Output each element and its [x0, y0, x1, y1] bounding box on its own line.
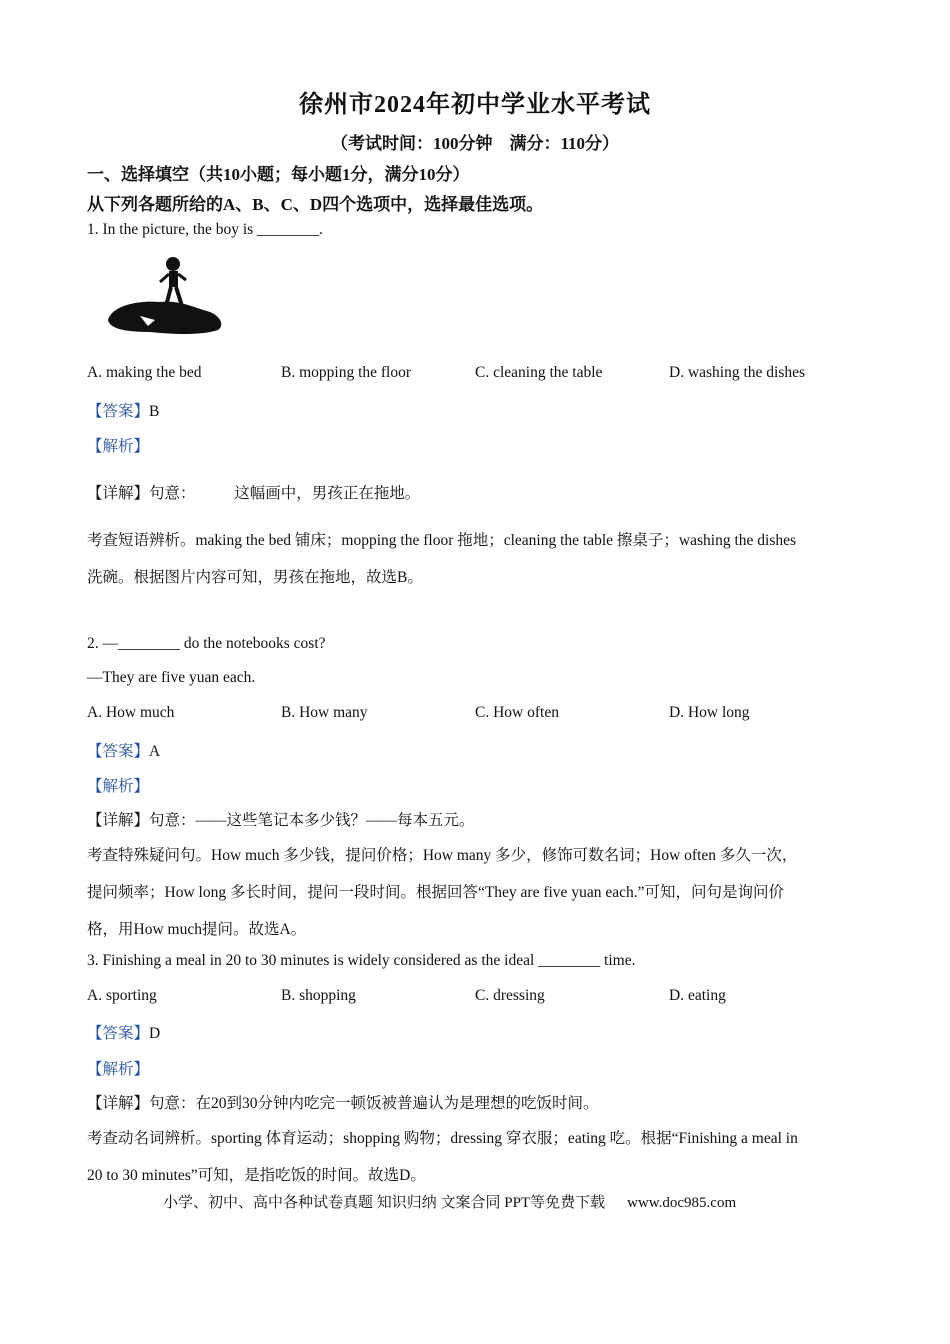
- exam-info: （考试时间：100分钟 满分：110分）: [330, 134, 620, 153]
- q3-option-d: D. eating: [669, 987, 726, 1004]
- q2-option-a: A. How much: [87, 704, 175, 721]
- q2-explain-line-1: 考查特殊疑问句。How much 多少钱，提问价格；How many 多少，修饰可数名词；How often 多久一次，: [87, 847, 798, 864]
- section-instruction: 从下列各题所给的A、B、C、D四个选项中，选择最佳选项。: [87, 195, 544, 214]
- q3-option-a: A. sporting: [87, 987, 157, 1004]
- q2-explain-line-3: 格，用How much提问。故选A。: [87, 921, 307, 938]
- q1-option-b: B. mopping the floor: [281, 364, 412, 381]
- answer-value: B: [149, 403, 160, 420]
- footer-url[interactable]: www.doc985.com: [627, 1195, 737, 1211]
- q2-detail: [87, 808, 475, 830]
- boy-mopping-illustration: [100, 250, 230, 342]
- q1-explain-line-1: 考查短语辨析。making the bed 铺床；mopping the floor 拖地；cleaning the table 擦桌子；washing the dishes: [87, 532, 797, 549]
- q3-stem: 3. Finishing a meal in 20 to 30 minutes is widely considered as the ideal ________ time.: [87, 952, 636, 969]
- q3-explain-line-2: 20 to 30 minutes”可知，是指吃饭的时间。故选D。: [87, 1167, 426, 1184]
- q3-explain-line-1: 考查动名词辨析。sporting 体育运动；shopping 购物；dressing 穿衣服；eating 吃。根据“Finishing a meal in: [87, 1130, 798, 1147]
- q2-stem-line-1: 2. —________ do the notebooks cost?: [87, 635, 326, 652]
- q3-detail: [87, 1091, 599, 1113]
- q3-analysis-label: 【解析】: [87, 1061, 150, 1078]
- q2-stem-line-2: —They are five yuan each.: [87, 669, 256, 686]
- q3-answer: [87, 1021, 160, 1043]
- q1-detail: [87, 481, 420, 503]
- q1-option-c: C. cleaning the table: [475, 364, 603, 381]
- detail-label: 【详解】: [87, 1095, 150, 1112]
- q1-stem: 1. In the picture, the boy is ________.: [87, 221, 323, 238]
- q2-analysis-label: 【解析】: [87, 778, 150, 795]
- answer-value: D: [149, 1025, 161, 1042]
- q2-option-d: D. How long: [669, 704, 750, 721]
- q1-option-a: A. making the bed: [87, 364, 202, 381]
- answer-label: 【答案】: [87, 1025, 150, 1042]
- page-title: 徐州市2024年初中学业水平考试: [299, 92, 651, 118]
- q2-answer: [87, 739, 160, 761]
- q1-option-d: D. washing the dishes: [669, 364, 806, 381]
- q1-answer: [87, 399, 159, 421]
- detail-text: 句意：在20到30分钟内吃完一顿饭被普遍认为是理想的吃饭时间。: [149, 1095, 599, 1112]
- detail-label: 【详解】: [87, 812, 150, 829]
- section-heading: 一、选择填空（共10小题；每小题1分，满分10分）: [87, 165, 470, 184]
- q1-explain-line-2: 洗碗。根据图片内容可知，男孩在拖地，故选B。: [87, 569, 423, 586]
- q3-option-c: C. dressing: [475, 987, 545, 1004]
- detail-text: 句意：——这些笔记本多少钱？——每本五元。: [149, 812, 475, 829]
- page-footer: [163, 1191, 736, 1212]
- detail-label: 【详解】: [87, 485, 150, 502]
- q2-explain-line-2: 提问频率；How long 多长时间，提问一段时间。根据回答“They are five yuan each.”可知，问句是询问价: [87, 884, 784, 901]
- q2-option-b: B. How many: [281, 704, 368, 721]
- q3-option-b: B. shopping: [281, 987, 356, 1004]
- q1-analysis-label: 【解析】: [87, 438, 150, 455]
- answer-label: 【答案】: [87, 743, 150, 760]
- q2-option-c: C. How often: [475, 704, 559, 721]
- detail-text: 句意： 这幅画中，男孩正在拖地。: [149, 485, 421, 502]
- answer-label: 【答案】: [87, 403, 150, 420]
- footer-text: 小学、初中、高中各种试卷真题 知识归纳 文案合同 PPT等免费下载: [163, 1195, 606, 1211]
- answer-value: A: [149, 743, 161, 760]
